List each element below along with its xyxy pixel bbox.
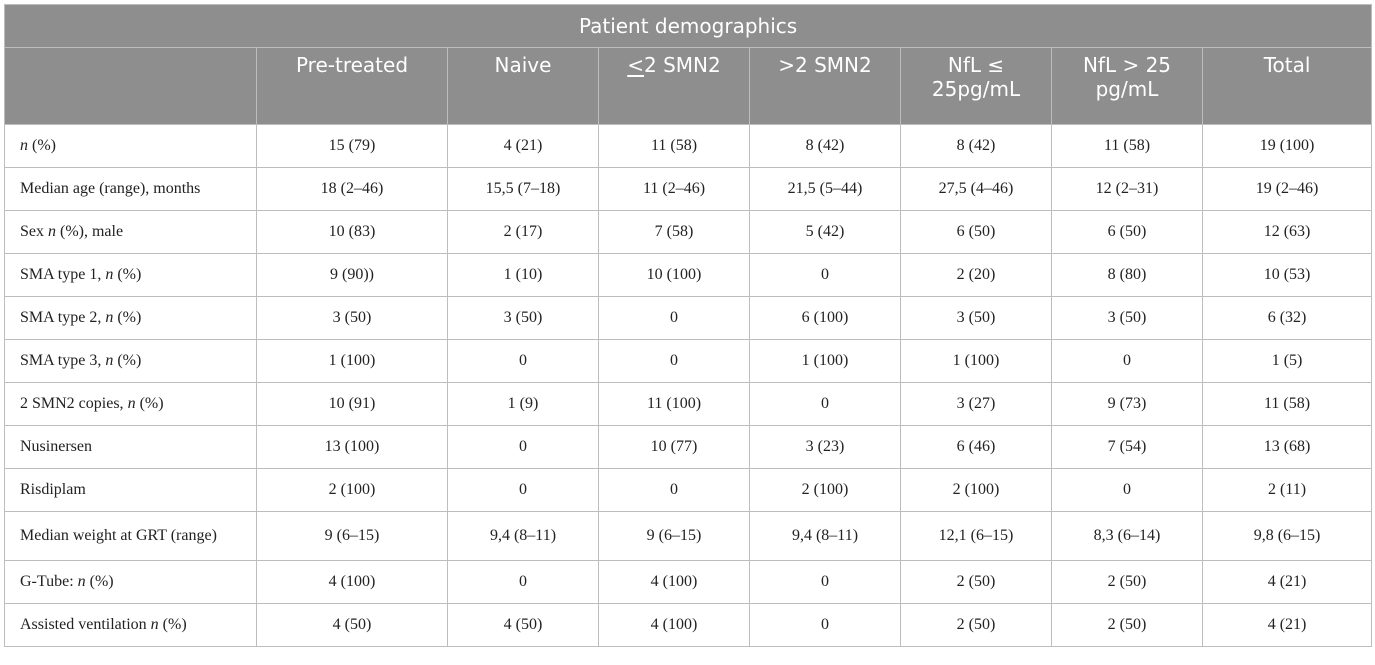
- column-header: [1052, 48, 1203, 125]
- table-cell: 13 (68): [1203, 426, 1372, 469]
- table-cell: 1 (100): [901, 340, 1052, 383]
- table-cell: 12,1 (6–15): [901, 512, 1052, 561]
- table-cell: 10 (53): [1203, 254, 1372, 297]
- table-row: [5, 561, 1372, 604]
- title-row: [5, 5, 1372, 48]
- table-row: [5, 168, 1372, 211]
- table-cell: 3 (50): [901, 297, 1052, 340]
- column-header-label: >2 SMN2: [778, 53, 872, 77]
- row-label-text: Risdiplam: [20, 481, 86, 498]
- table-cell: 4 (100): [599, 561, 750, 604]
- row-label-text: (%): [85, 573, 114, 590]
- table-row: [5, 125, 1372, 168]
- row-label-text: Assisted ventilation: [20, 616, 151, 633]
- table-cell: 8,3 (6–14): [1052, 512, 1203, 561]
- table-cell: 9,4 (8–11): [448, 512, 599, 561]
- row-label: [5, 125, 257, 168]
- row-label: [5, 254, 257, 297]
- row-label-italic: n: [105, 266, 114, 283]
- table-cell: 15,5 (7–18): [448, 168, 599, 211]
- table-cell: 6 (50): [901, 211, 1052, 254]
- table-cell: 12 (63): [1203, 211, 1372, 254]
- table-cell: 0: [750, 561, 901, 604]
- table-cell: 0: [1052, 340, 1203, 383]
- column-header: [599, 48, 750, 125]
- table-cell: 0: [448, 426, 599, 469]
- table-cell: 2 (50): [901, 561, 1052, 604]
- row-label-text: (%): [113, 352, 142, 369]
- column-header-label: Pre-treated: [295, 53, 409, 77]
- row-label-italic: n: [77, 573, 86, 590]
- table-cell: 10 (83): [257, 211, 448, 254]
- table-cell: 10 (100): [599, 254, 750, 297]
- table-cell: 0: [599, 469, 750, 512]
- table-row: [5, 254, 1372, 297]
- column-header: [448, 48, 599, 125]
- table-cell: 1 (9): [448, 383, 599, 426]
- table-cell: 18 (2–46): [257, 168, 448, 211]
- table-cell: 9 (90)): [257, 254, 448, 297]
- column-header-label: 2 SMN2: [644, 53, 721, 77]
- table-cell: 0: [750, 604, 901, 647]
- row-label-text: Sex: [20, 223, 48, 240]
- table-cell: 6 (32): [1203, 297, 1372, 340]
- table-cell: 0: [448, 469, 599, 512]
- row-label-text: (%): [113, 309, 142, 326]
- table-row: [5, 512, 1372, 561]
- row-label-text: 2 SMN2 copies,: [20, 395, 128, 412]
- table-cell: 9,4 (8–11): [750, 512, 901, 561]
- table-row: [5, 469, 1372, 512]
- table-cell: 11 (100): [599, 383, 750, 426]
- table-cell: 2 (11): [1203, 469, 1372, 512]
- table-cell: 7 (58): [599, 211, 750, 254]
- row-label: [5, 426, 257, 469]
- table-cell: 9 (6–15): [599, 512, 750, 561]
- table-container: [4, 4, 1371, 647]
- row-label: [5, 168, 257, 211]
- row-label: [5, 604, 257, 647]
- column-header: [750, 48, 901, 125]
- table-cell: 4 (21): [1203, 604, 1372, 647]
- column-header-label: Naive: [494, 53, 552, 77]
- table-row: [5, 383, 1372, 426]
- table-cell: 8 (80): [1052, 254, 1203, 297]
- table-row: [5, 340, 1372, 383]
- table-cell: 11 (2–46): [599, 168, 750, 211]
- table-cell: 4 (21): [1203, 561, 1372, 604]
- header-row: [5, 48, 1372, 125]
- table-cell: 0: [448, 561, 599, 604]
- table-cell: 2 (100): [901, 469, 1052, 512]
- table-cell: 9 (6–15): [257, 512, 448, 561]
- table-cell: 1 (100): [257, 340, 448, 383]
- table-cell: 4 (50): [448, 604, 599, 647]
- column-header-label: NfL ≤ 25pg/mL: [931, 53, 1021, 101]
- table-cell: 3 (23): [750, 426, 901, 469]
- table-cell: 3 (50): [257, 297, 448, 340]
- table-cell: 19 (100): [1203, 125, 1372, 168]
- table-cell: 11 (58): [1052, 125, 1203, 168]
- row-label-text: (%): [113, 266, 142, 283]
- table-cell: 6 (46): [901, 426, 1052, 469]
- column-header-label: Total: [1263, 53, 1311, 77]
- table-cell: 13 (100): [257, 426, 448, 469]
- row-label-italic: n: [150, 616, 159, 633]
- table-cell: 9 (73): [1052, 383, 1203, 426]
- table-cell: 10 (77): [599, 426, 750, 469]
- table-cell: 0: [448, 340, 599, 383]
- table-cell: 2 (100): [750, 469, 901, 512]
- table-cell: 0: [750, 383, 901, 426]
- column-header-prefix: <: [627, 53, 645, 77]
- table-cell: 2 (100): [257, 469, 448, 512]
- row-label-text: (%): [135, 395, 164, 412]
- table-cell: 4 (50): [257, 604, 448, 647]
- row-label: [5, 340, 257, 383]
- table-cell: 6 (100): [750, 297, 901, 340]
- table-cell: 5 (42): [750, 211, 901, 254]
- table-cell: 3 (50): [1052, 297, 1203, 340]
- table-cell: 1 (5): [1203, 340, 1372, 383]
- table-cell: 15 (79): [257, 125, 448, 168]
- table-cell: 7 (54): [1052, 426, 1203, 469]
- row-label-italic: n: [48, 223, 56, 240]
- row-label-text: SMA type 2,: [20, 309, 106, 326]
- table-cell: 6 (50): [1052, 211, 1203, 254]
- demographics-table: [4, 4, 1372, 647]
- row-label-text: Median age (range), months: [20, 180, 201, 197]
- row-label: [5, 383, 257, 426]
- row-label-italic: n: [127, 395, 136, 412]
- row-label: [5, 469, 257, 512]
- column-header: [1203, 48, 1372, 125]
- table-row: [5, 211, 1372, 254]
- row-label: [5, 512, 257, 561]
- table-cell: 2 (20): [901, 254, 1052, 297]
- table-cell: 10 (91): [257, 383, 448, 426]
- table-cell: 9,8 (6–15): [1203, 512, 1372, 561]
- table-cell: 3 (50): [448, 297, 599, 340]
- row-label-italic: n: [20, 137, 28, 154]
- row-label-text: Median weight at GRT (range): [20, 527, 217, 544]
- row-label-text: Nusinersen: [20, 438, 92, 455]
- table-cell: 3 (27): [901, 383, 1052, 426]
- table-title: Patient demographics: [5, 5, 1372, 48]
- row-label: [5, 211, 257, 254]
- table-cell: 0: [599, 340, 750, 383]
- table-cell: 0: [750, 254, 901, 297]
- row-label-italic: n: [105, 309, 114, 326]
- table-cell: 2 (50): [901, 604, 1052, 647]
- column-header-label: NfL > 25 pg/mL: [1082, 53, 1172, 101]
- table-cell: 8 (42): [750, 125, 901, 168]
- row-label-text: G-Tube:: [20, 573, 78, 590]
- table-cell: 19 (2–46): [1203, 168, 1372, 211]
- row-label-text: SMA type 1,: [20, 266, 106, 283]
- table-cell: 2 (50): [1052, 604, 1203, 647]
- table-cell: 1 (100): [750, 340, 901, 383]
- table-cell: 11 (58): [599, 125, 750, 168]
- table-body: [5, 125, 1372, 647]
- table-cell: 4 (100): [257, 561, 448, 604]
- row-label-text: SMA type 3,: [20, 352, 106, 369]
- table-cell: 27,5 (4–46): [901, 168, 1052, 211]
- table-cell: 4 (100): [599, 604, 750, 647]
- table-cell: 0: [1052, 469, 1203, 512]
- row-label: [5, 297, 257, 340]
- row-label-text: (%), male: [56, 223, 124, 240]
- row-label-text: (%): [158, 616, 187, 633]
- column-header: [5, 48, 257, 125]
- table-row: [5, 604, 1372, 647]
- table-row: [5, 426, 1372, 469]
- column-header: [901, 48, 1052, 125]
- table-cell: 2 (17): [448, 211, 599, 254]
- table-cell: 8 (42): [901, 125, 1052, 168]
- row-label: [5, 561, 257, 604]
- table-cell: 2 (50): [1052, 561, 1203, 604]
- table-cell: 0: [599, 297, 750, 340]
- table-cell: 12 (2–31): [1052, 168, 1203, 211]
- table-row: [5, 297, 1372, 340]
- table-cell: 21,5 (5–44): [750, 168, 901, 211]
- column-header: [257, 48, 448, 125]
- table-cell: 11 (58): [1203, 383, 1372, 426]
- table-cell: 1 (10): [448, 254, 599, 297]
- table-cell: 4 (21): [448, 125, 599, 168]
- row-label-text: (%): [28, 137, 56, 154]
- row-label-italic: n: [105, 352, 114, 369]
